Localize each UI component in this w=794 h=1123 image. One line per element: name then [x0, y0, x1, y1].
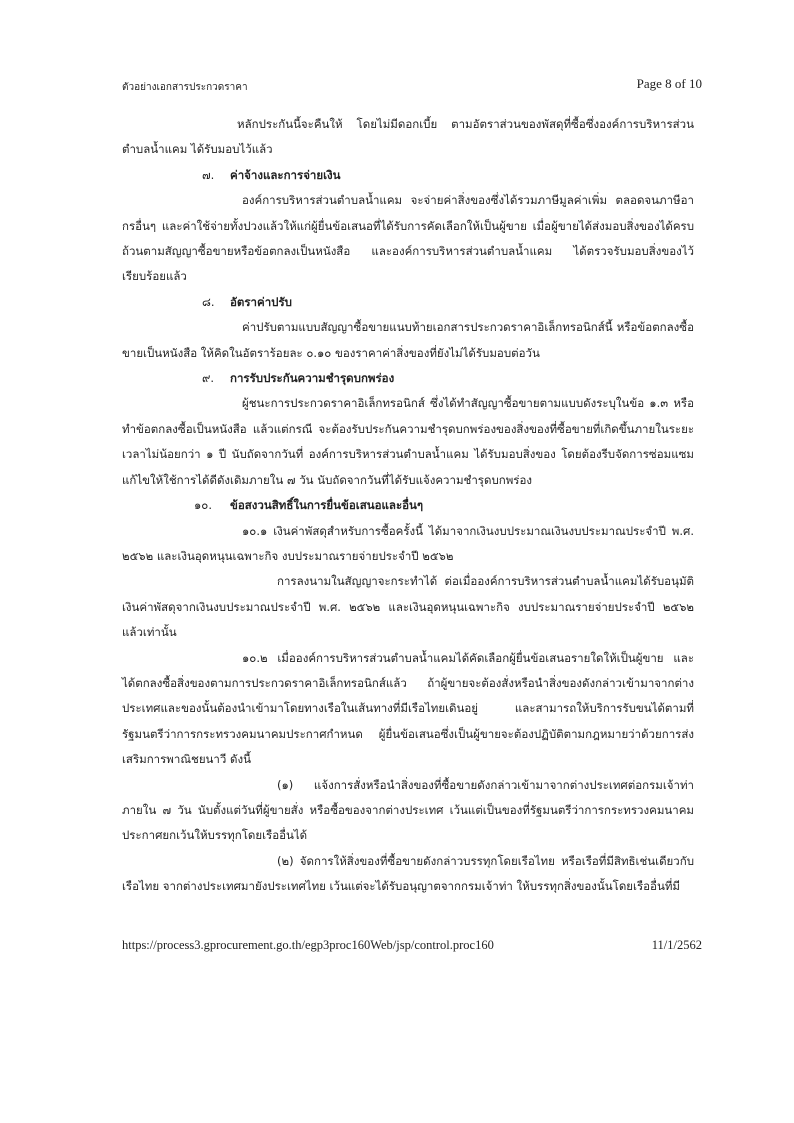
- section-7-title: ค่าจ้างและการจ่ายเงิน: [230, 167, 341, 182]
- paragraph-guarantee-return: หลักประกันนี้จะคืนให้ โดยไม่มีดอกเบี้ย ตามอัตราส่วนของพัสดุที่ซื้อซึ่งองค์การบริหารส่วนตำบลน้ำแคม ได้รับมอบไว้แล้ว: [122, 117, 694, 157]
- page-number: Page 8 of 10: [636, 76, 702, 91]
- section-9-title: การรับประกันความชำรุดบกพร่อง: [230, 371, 395, 386]
- subitem-1: [122, 773, 694, 849]
- paragraph-contract-signing: การลงนามในสัญญาจะกระทำได้ ต่อเมื่อองค์การบริหารส่วนตำบลน้ำแคมได้รับอนุมัติเงินค่าพัสดุจากเงินงบประมาณประจำปี พ.ศ. ๒๕๖๒ และเงินอุดหนุนเฉพาะกิจ งบประมาณรายจ่ายประจำปี ๒๕๖๒ แล้วเท่านั้น: [122, 574, 694, 640]
- section-7-heading: [122, 163, 694, 188]
- section-8-title: อัตราค่าปรับ: [230, 294, 292, 309]
- subitem-2-number: (๒): [277, 853, 294, 868]
- subitem-2-text: จัดการให้สิ่งของที่ซื้อขายดังกล่าวบรรทุกโดยเรือไทย หรือเรือที่มีสิทธิเช่นเดียวกับเรือไทย จากต่างประเทศมายังประเทศไทย เว้นแต่จะได้รับอนุญาตจากกรมเจ้าท่า ให้บรรทุกสิ่งของนั้นโดยเรืออื่นที่มี: [122, 853, 695, 894]
- subitem-1-text: แจ้งการสั่งหรือนำสิ่งของที่ซื้อขายดังกล่าวเข้ามาจากต่างประเทศต่อกรมเจ้าท่าภายใน ๗ วัน นับตั้งแต่วันที่ผู้ขายสั่ง หรือซื้อของจากต่างประเทศ เว้นแต่เป็นของที่รัฐมนตรีว่าการกระทรวงคมนาคมประกาศยกเว้นให้บรรทุกโดยเรืออื่นได้: [122, 777, 694, 843]
- paragraph-10-1: ๑๐.๑ เงินค่าพัสดุสำหรับการซื้อครั้งนี้ ได้มาจากเงินงบประมาณเงินงบประมาณประจำปี พ.ศ. ๒๕๖๒ และเงินอุดหนุนเฉพาะกิจ งบประมาณรายจ่ายประจำปี ๒๕๖๒: [122, 523, 694, 563]
- section-7-number: ๗.: [202, 167, 215, 182]
- subitem-2: [122, 849, 694, 900]
- document-label: ตัวอย่างเอกสารประกวดราคา: [122, 82, 248, 93]
- subitem-1-number: (๑): [277, 777, 294, 792]
- paragraph-warranty: ผู้ชนะการประกวดราคาอิเล็กทรอนิกส์ ซึ่งได้ทำสัญญาซื้อขายตามแบบดังระบุในข้อ ๑.๓ หรือทำข้อตกลงซื้อเป็นหนังสือ แล้วแต่กรณี จะต้องรับประกันความชำรุดบกพร่องของสิ่งของที่ซื้อขายที่เกิดขึ้นภายในระยะเวลาไม่น้อยกว่า ๑ ปี นับถัดจากวันที่ องค์การบริหารส่วนตำบลน้ำแคม ได้รับมอบสิ่งของ โดยต้องรีบจัดการซ่อมแซมแก้ไขให้ใช้การได้ดีดังเดิมภายใน ๗ วัน นับถัดจากวันที่ได้รับแจ้งความชำรุดบกพร่อง: [122, 396, 694, 487]
- section-10-heading: [122, 493, 694, 518]
- section-10-number: ๑๐.: [194, 498, 212, 513]
- section-9-number: ๙.: [202, 371, 215, 386]
- footer-url: https://process3.gprocurement.go.th/egp3proc160Web/jsp/control.proc160: [122, 938, 494, 952]
- section-9-heading: [122, 366, 694, 391]
- section-8-number: ๘.: [202, 294, 215, 309]
- section-10-title: ข้อสงวนสิทธิ์ในการยื่นข้อเสนอและอื่นๆ: [230, 498, 424, 513]
- paragraph-penalty: ค่าปรับตามแบบสัญญาซื้อขายแนบท้ายเอกสารประกวดราคาอิเล็กทรอนิกส์นี้ หรือข้อตกลงซื้อขายเป็นหนังสือ ให้คิดในอัตราร้อยละ ๐.๑๐ ของราคาค่าสิ่งของที่ยังไม่ได้รับมอบต่อวัน: [122, 320, 694, 360]
- paragraph-10-2: ๑๐.๒ เมื่อองค์การบริหารส่วนตำบลน้ำแคมได้คัดเลือกผู้ยื่นข้อเสนอรายใดให้เป็นผู้ขาย และได้ตกลงซื้อสิ่งของตามการประกวดราคาอิเล็กทรอนิกส์แล้ว ถ้าผู้ขายจะต้องสั่งหรือนำสิ่งของดังกล่าวเข้ามาจากต่างประเทศและของนั้นต้องนำเข้ามาโดยทางเรือในเส้นทางที่มีเรือไทยเดินอยู่ และสามารถให้บริการรับขนได้ตามที่รัฐมนตรีว่าการกระทรวงคมนาคมประกาศกำหนด ผู้ยื่นข้อเสนอซึ่งเป็นผู้ขายจะต้องปฏิบัติตามกฎหมายว่าด้วยการส่งเสริมการพาณิชยนาวี ดังนี้: [122, 650, 694, 767]
- footer-date: 11/1/2562: [651, 938, 702, 952]
- section-8-heading: [122, 290, 694, 315]
- document-body: [122, 112, 694, 900]
- paragraph-payment: องค์การบริหารส่วนตำบลน้ำแคม จะจ่ายค่าสิ่งของซึ่งได้รวมภาษีมูลค่าเพิ่ม ตลอดจนภาษีอากรอื่นๆ และค่าใช้จ่ายทั้งปวงแล้วให้แก่ผู้ยื่นข้อเสนอที่ได้รับการคัดเลือกให้เป็นผู้ขาย เมื่อผู้ขายได้ส่งมอบสิ่งของได้ครบถ้วนตามสัญญาซื้อขายหรือข้อตกลงเป็นหนังสือ และองค์การบริหารส่วนตำบลน้ำแคม ได้ตรวจรับมอบสิ่งของไว้เรียบร้อยแล้ว: [122, 193, 694, 284]
